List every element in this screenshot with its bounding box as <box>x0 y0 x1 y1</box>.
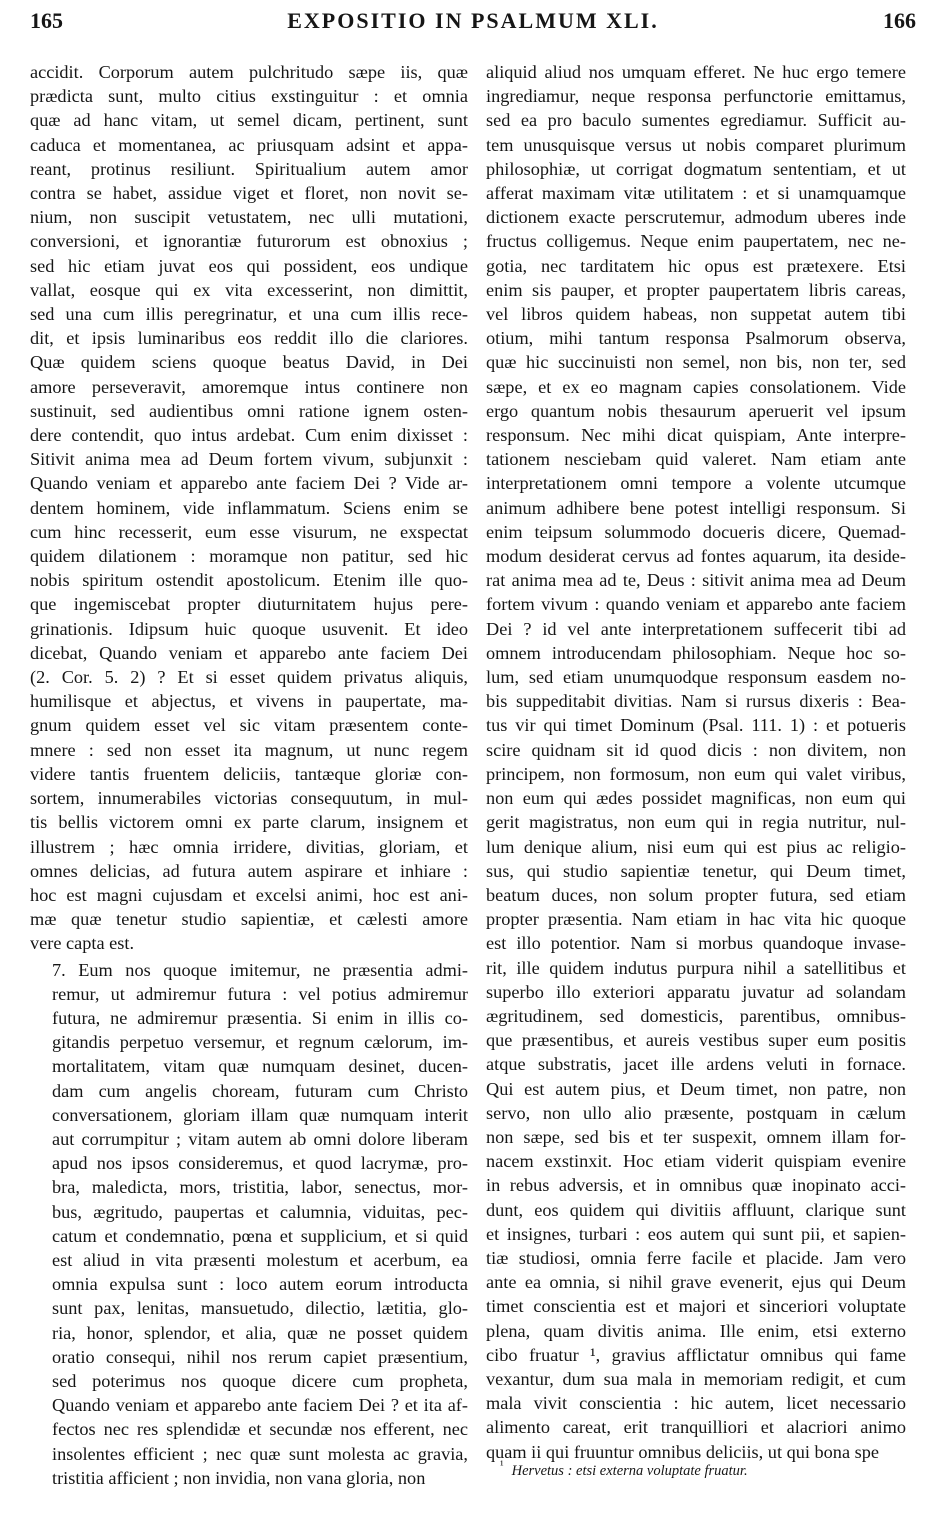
text-line: gerit magistratus, non eum qui in regia nutritur, nul- <box>486 812 906 833</box>
text-line: principem, non formosum, non eum qui valet viribus, <box>486 763 906 784</box>
text-line: gotia, nec tarditatem hic opus est prætexere. Etsi <box>486 255 906 276</box>
right-column <box>486 60 906 1464</box>
text-line: vel libros quidem habeas, non suppetat autem tibi <box>486 304 906 325</box>
text-line: oratio consequi, nihil nos rerum capiet præsentium, <box>52 1346 468 1367</box>
text-line: non sæpe, sed bis et ter suspexit, omnem illam for- <box>486 1126 906 1147</box>
text-line: omnia expulsa sunt : loco autem eorum introducta <box>52 1274 468 1295</box>
text-line: est illo potentior. Nam si morbus quandoque invase- <box>486 933 906 954</box>
footnote-mark: ¹ <box>500 1458 504 1472</box>
text-line: rit, ille quidem indutus purpura nihil a satellitibus et <box>486 957 906 978</box>
page-number-right: 166 <box>883 8 916 33</box>
text-line: propter præsentia. Nam etiam in hac vita hic quoque <box>486 909 906 930</box>
text-line: nium, non suscipit vetustatem, nec ulli mutationi, <box>30 207 468 228</box>
text-line: ingrediamur, neque responsa perfunctorie emittamus, <box>486 86 906 107</box>
text-line: aliquid aliud nos umquam efferet. Ne huc ergo temere <box>486 62 906 82</box>
text-line: apud nos ipsos consideremus, et quod lacrymæ, pro- <box>52 1153 468 1174</box>
text-line: sed una cum illis peregrinatur, et una cum illis rece- <box>30 304 468 325</box>
text-line: dam cum angelis choream, futuram cum Christo <box>52 1080 468 1101</box>
text-line: gitandis perpetuo versemur, et regnum cælorum, im- <box>52 1032 468 1053</box>
text-line: Sitivit anima mea ad Deum fortem vivum, subjunxit : <box>30 449 468 470</box>
text-line: nacem exstinxit. Hoc etiam viderit quispiam evenire <box>486 1151 906 1172</box>
text-line: sustinuit, sed audientibus omni ratione ignem osten- <box>30 400 468 421</box>
text-line: accidit. Corporum autem pulchritudo sæpe iis, quæ <box>30 62 468 82</box>
text-line: in rebus adversis, et in omnibus quæ inopinato acci- <box>486 1175 906 1196</box>
text-line: dicebat, Quando veniam et apparebo ante faciem Dei <box>30 642 468 663</box>
text-line: lum denique alium, nisi eum qui est pius ac religio- <box>486 836 906 857</box>
text-line: Quando veniam et apparebo ante faciem Dei ? et ita af- <box>52 1395 468 1416</box>
text-line: vallat, eosque qui ex vita excesserint, non dimittit, <box>30 279 468 300</box>
text-line: dit, et ipsis luminaribus eos reddit illo die clariores. <box>30 328 468 349</box>
text-line: ante ea omnia, si nihil grave evenerit, ejus qui Deum <box>486 1272 906 1293</box>
text-line: dictionem exacte perscrutemur, admodum uberes inde <box>486 207 906 228</box>
text-line: Dei ? id vel ante interpretationem suffecerit tibi ad <box>486 618 906 639</box>
text-line: bra, maledicta, mors, tristitia, labor, senectus, mor- <box>52 1177 468 1198</box>
text-line: nobis spiritum ostendit apostolicum. Etenim ille quo- <box>30 570 468 591</box>
text-line: sed poterimus nos quoque dicere cum propheta, <box>52 1370 468 1391</box>
text-line: bus, ægritudo, paupertas et calumnia, viduitas, pec- <box>52 1201 468 1222</box>
text-line: superbo illo exteriori apparatu juvatur ad solandam <box>486 981 906 1002</box>
text-line: beatum duces, non solum propter futura, sed etiam <box>486 884 906 905</box>
text-line: sæpe, et ex eo magnam capies consolationem. Vide <box>486 376 906 397</box>
text-line: mala vivit conscientia : hic autem, licet necessario <box>486 1393 906 1414</box>
text-line: quæ ad hanc vitam, ut semel dicam, pertinent, sunt <box>30 110 468 131</box>
text-line: animum adhibere bene potest intelligi responsum. Si <box>486 497 906 518</box>
text-line: reant, protinus resiliunt. Spiritualium autem amor <box>30 158 468 179</box>
text-line: Qui est autem pius, et Deum timet, non patre, non <box>486 1078 906 1099</box>
text-line: dere contendit, quo intus ardebat. Cum enim dixisset : <box>30 425 468 446</box>
text-line: 7. Eum nos quoque imitemur, ne præsentia admi- <box>52 959 468 980</box>
text-line: tationem nesciebam quid valeret. Nam etiam ante <box>486 449 906 470</box>
text-line: sed hic etiam juvat eos qui possident, eos undique <box>30 255 468 276</box>
text-line: mortalitatem, vitam quæ numquam desinet, ducen- <box>52 1056 468 1077</box>
text-line: modum desiderat cervus ad fontes aquarum, ita deside- <box>486 546 906 567</box>
text-line: amore perseveravit, amoremque intus continere non <box>30 376 468 397</box>
paragraph-2 <box>30 958 468 1490</box>
text-line: enim teipsum solummodo docueris dicere, Quemad- <box>486 521 906 542</box>
text-line: non eum qui ædes possidet magnificas, non eum qui <box>486 788 906 809</box>
text-line: contra se habet, assidue viget et floret, non novit se- <box>30 183 468 204</box>
text-line: que præsentibus, et aureis vestibus super eum positis <box>486 1030 906 1051</box>
page-number-left: 165 <box>30 8 63 33</box>
left-column <box>30 60 468 1490</box>
text-line: dunt, eos quidem qui divitiis affluunt, clarique sunt <box>486 1199 906 1220</box>
text-line: mæ quæ tenetur studio sapientiæ, et cælesti amore <box>30 909 468 930</box>
text-line: humilisque et abjectus, et vivens in paupertate, ma- <box>30 691 468 712</box>
text-line: cibo fruatur ¹, gravius afflictatur omnibus qui fame <box>486 1344 906 1365</box>
text-line: aut corrumpitur ; vitam autem ab omni dolore liberam <box>52 1128 468 1149</box>
text-line: ria, honor, splendor, et alia, quæ ne posset quidem <box>52 1322 468 1343</box>
text-line: sortem, innumerabiles victorias consequutum, in mul- <box>30 788 468 809</box>
page-header <box>30 8 916 48</box>
text-line: dentem hominem, vide inflammatum. Sciens enim se <box>30 497 468 518</box>
text-line: et insignes, turbari : eos autem qui sunt pii, et sapien- <box>486 1223 906 1244</box>
text-line: remur, ut admiremur futura : vel potius admiremur <box>52 983 468 1004</box>
text-line: enim sis pauper, et propter paupertatem libris careas, <box>486 279 906 300</box>
footnote <box>486 1458 906 1480</box>
text-line: plena, quam divitis anima. Ille enim, etsi externo <box>486 1320 906 1341</box>
text-line: Quæ quidem sciens quoque beatus David, in Dei <box>30 352 468 373</box>
text-line: atque substratis, jacet ille ardens veluti in fornace. <box>486 1054 906 1075</box>
text-line: cum hinc recesserit, eum esse visurum, ne exspectat <box>30 521 468 542</box>
text-line: illustrem ; hæc omnia irridere, divitias, gloriam, et <box>30 836 468 857</box>
text-line: insolentes efficient ; nec quæ sunt molesta ac gravia, <box>52 1443 468 1464</box>
footnote-text: Hervetus : etsi externa voluptate fruatur. <box>511 1462 748 1479</box>
text-line: rat anima mea ad te, Deus : sitivit anima mea ad Deum <box>486 570 906 591</box>
text-line: afferat maximam vitæ utilitatem : et si unamquamque <box>486 183 906 204</box>
text-line: interpretationem omni tempore a volente utcumque <box>486 473 906 494</box>
text-line: videre tantis fruentem deliciis, tantæque gloriæ con- <box>30 763 468 784</box>
text-line: sus, qui studio sapientiæ tenetur, qui Deum timet, <box>486 860 906 881</box>
text-line: fectos nec res splendidæ et secundæ nos efferent, nec <box>52 1419 468 1440</box>
text-line: omnem introducendam philosophiam. Neque hoc so- <box>486 642 906 663</box>
text-line: scire quidnam sit id quod dicis : non divitem, non <box>486 739 906 760</box>
running-head: EXPOSITIO IN PSALMUM XLI. <box>287 8 659 33</box>
text-line: tis bellis victorem omni ex parte clarum, insignem et <box>30 812 468 833</box>
text-line: otium, mihi tantum responsa Psalmorum observa, <box>486 328 906 349</box>
text-line: tristitia afficient ; non invidia, non vana gloria, non <box>52 1467 426 1488</box>
text-line: conversioni, et ignorantiæ futurorum est obnoxius ; <box>30 231 468 252</box>
text-line: quæ hic succinuisti non semel, non bis, non ter, sed <box>486 352 906 373</box>
text-line: alimento careat, erit tranquilliori et alacriori animo <box>486 1417 906 1438</box>
text-line: quidem dilationem : moramque non patitur, sed hic <box>30 546 468 567</box>
text-line: tem unusquisque versus ut nobis comparet plurimum <box>486 134 906 155</box>
text-line: lum, sed etiam unumquodque responsum easdem no- <box>486 667 906 688</box>
text-line: bis suppeditabit divitias. Nam si rursus dixeris : Bea- <box>486 691 906 712</box>
text-line: responsum. Nec mihi dicat quispiam, Ante interpre- <box>486 425 906 446</box>
text-line: hoc est magni cujusdam et excelsi animi, hoc est ani- <box>30 884 468 905</box>
paragraph-1 <box>30 60 468 956</box>
text-line: quam ii qui fruuntur omnibus deliciis, ut qui bona spe <box>486 1441 880 1462</box>
text-line: vexantur, dum sua mala in memoriam redigit, et cum <box>486 1368 906 1389</box>
text-line: fructus colligemus. Neque enim paupertatem, nec ne- <box>486 231 906 252</box>
text-line: caduca et momentanea, ac priusquam adsint et appa- <box>30 134 468 155</box>
text-line: timet conscientia est et majori et sinceriori voluptate <box>486 1296 906 1317</box>
text-line: mnere : sed non esset ita magnum, ut nunc regem <box>30 739 468 760</box>
text-line: (2. Cor. 5. 2) ? Et si esset quidem privatus aliquis, <box>30 667 468 688</box>
text-line: ægritudinem, sed domesticis, parentibus, omnibus- <box>486 1005 906 1026</box>
text-line: futura, ne admiremur præsentia. Si enim in illis co- <box>52 1007 468 1028</box>
text-line: tiæ studiosi, omnia ferre facile et placide. Jam vero <box>486 1247 906 1268</box>
paragraph-continued <box>486 60 906 1464</box>
text-line: fortem vivum : quando veniam et apparebo ante faciem <box>486 594 906 615</box>
text-line: conversationem, gloriam illam quæ numquam interit <box>52 1104 468 1125</box>
text-line: prædicta sunt, multo citius exstinguitur : et omnia <box>30 86 468 107</box>
text-line: est aliud in vita præsenti molestum et acerbum, ea <box>52 1249 468 1270</box>
text-line: ergo quantum nobis thesaurum aperuerit vel ipsum <box>486 400 906 421</box>
text-line: gnum quidem esset vel sic vitam præsentem conte- <box>30 715 468 736</box>
text-line: tus vir qui timet Dominum (Psal. 111. 1) : et potueris <box>486 715 906 736</box>
text-line: grinationis. Idipsum huic quoque usuvenit. Et ideo <box>30 618 468 639</box>
text-line: catum et condemnatio, pœna et supplicium, et si quid <box>52 1225 468 1246</box>
text-line: vere capta est. <box>30 933 135 954</box>
text-line: sed ea pro baculo sumentes egrediamur. Sufficit au- <box>486 110 906 131</box>
text-line: philosophiæ, ut corrigat dogmatum sententiam, et ut <box>486 158 906 179</box>
text-line: Quando veniam et apparebo ante faciem Dei ? Vide ar- <box>30 473 468 494</box>
text-line: servo, non ullo alio præsente, postquam in cælum <box>486 1102 906 1123</box>
text-line: que ingemiscebat propter diuturnitatem hujus pere- <box>30 594 468 615</box>
text-line: sunt pax, lenitas, mansuetudo, dilectio, lætitia, glo- <box>52 1298 468 1319</box>
text-line: omnes delicias, ad futura autem aspirare et inhiare : <box>30 860 468 881</box>
